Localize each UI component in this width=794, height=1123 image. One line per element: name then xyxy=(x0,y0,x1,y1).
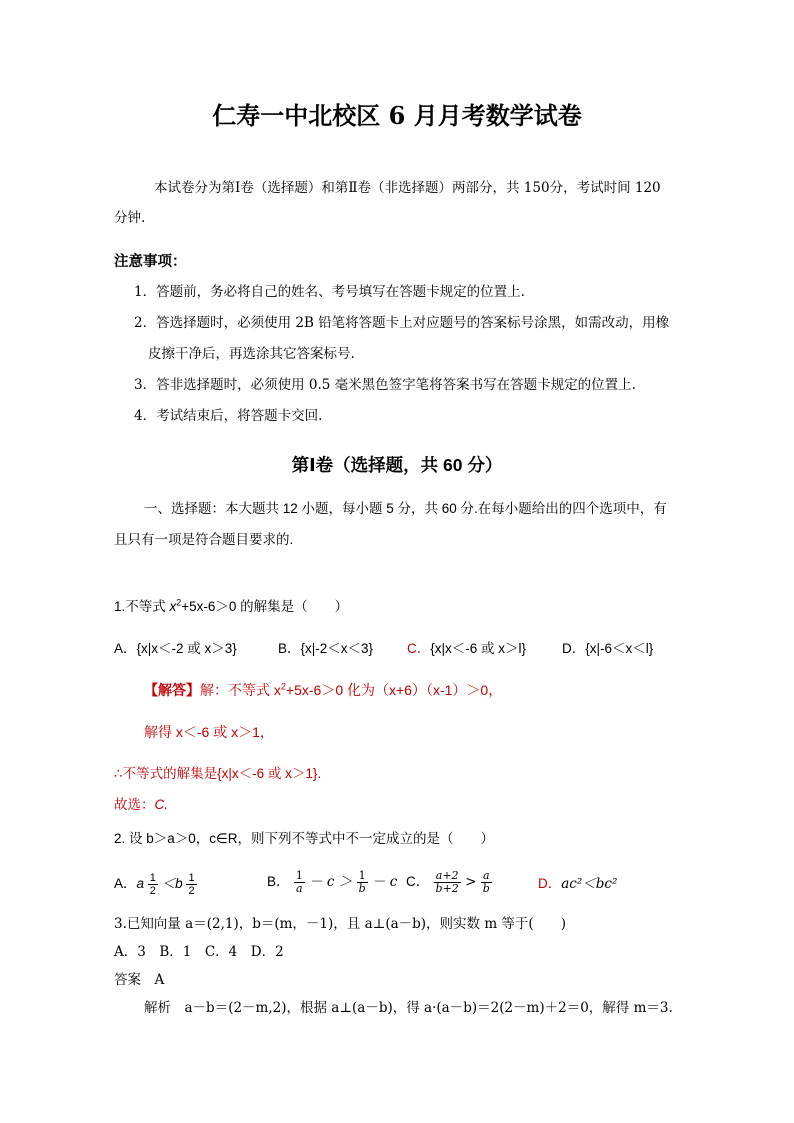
q2-option-a: A．a $\frac{1}{2}$ ＜b $\frac{1}{2}$ xyxy=(114,872,195,897)
q1-option-d: D．{x|-6＜x＜l} xyxy=(562,641,654,656)
q1-stem: 1.不等式 $x^2+5x-6>0$ 的解集是（ ） xyxy=(114,597,349,614)
exam-title: 仁寿一中北校区 6 月月考数学试卷 xyxy=(212,101,582,130)
section-intro-1: 一、选择题：本大题共 12 小题，每小题 5 分，共 60 分.在每小题给出的四个选项中，有 xyxy=(144,501,667,516)
q2-c-frac-2: $\frac{a}{b}$ xyxy=(482,869,490,895)
q1-solve: 解得 x＜-6 或 x＞1， xyxy=(144,724,274,740)
q3-stem: 3.已知向量 a＝(2,1)，b＝(m，－1)，且 a⊥(a－b)，则实数 m 等于( ) xyxy=(114,916,566,932)
q1-option-b: B．{x|-2＜x＜3} xyxy=(278,641,374,656)
q2-option-c: C． $\frac{a+2}{b+2}$ > $\frac{a}{b}$ xyxy=(406,869,490,895)
q2-b-frac-1: $\frac{1}{a}$ xyxy=(295,869,303,895)
note-2b: 皮擦干净后，再选涂其它答案标号. xyxy=(148,346,355,362)
q2-b-frac-2: $\frac{1}{b}$ xyxy=(358,869,366,895)
q1-therefore: ∴不等式的解集是{x|x＜-6 或 x＞1}. xyxy=(114,766,322,781)
q1-option-c: C．{x|x＜-6 或 x＞l} xyxy=(407,641,527,656)
q2-c-frac-1: $\frac{a+2}{b+2}$ xyxy=(435,869,459,895)
intro-line-1: 本试卷分为第Ⅰ卷（选择题）和第Ⅱ卷（非选择题）两部分，共 150分，考试时间 120 xyxy=(154,180,661,196)
note-1: 1．答题前，务必将自己的姓名、考号填写在答题卡规定的位置上. xyxy=(134,284,525,300)
note-4: 4．考试结束后，将答题卡交回. xyxy=(134,408,323,424)
section-title: 第Ⅰ卷（选择题，共 60 分） xyxy=(291,455,503,475)
q3-options: A．3 B．1 C．4 D．2 xyxy=(114,944,284,960)
q3-analysis: 解析 a－b＝(2－m,2)，根据 a⊥(a－b)，得 a·(a－b)＝2(2－m)＋2＝0，解得 m＝3. xyxy=(144,1000,673,1016)
q2-stem: 2. 设 b＞a＞0，c∈R，则下列不等式中不一定成立的是（ ） xyxy=(114,831,495,846)
q2-option-d: D．ac²＜bc² xyxy=(538,876,618,892)
q3-answer: 答案 A xyxy=(114,972,165,988)
q1-choose: 故选：C. xyxy=(114,797,168,812)
q2-a-exponent-2: $\frac{1}{2}$ xyxy=(188,872,195,897)
note-3: 3．答非选择题时，必须使用 0.5 毫米黑色签字笔将答案书写在答题卡规定的位置上. xyxy=(134,377,636,393)
section-intro-2: 且只有一项是符合题目要求的. xyxy=(114,532,294,547)
q1-option-a: A．{x|x＜-2 或 x＞3} xyxy=(114,641,237,656)
note-2a: 2．答选择题时，必须使用 2B 铅笔将答题卡上对应题号的答案标号涂黑，如需改动，用橡 xyxy=(134,315,670,331)
analysis-tag: 【解答】 xyxy=(144,682,200,698)
q2-a-exponent: $\frac{1}{2}$ xyxy=(149,872,156,897)
q1-analysis: 【解答】解：不等式 $x^2+5x-6>0$ 化为（x+6）（x-1）＞0， xyxy=(144,681,503,698)
notes-heading: 注意事项： xyxy=(114,254,187,270)
intro-line-2: 分钟. xyxy=(114,210,146,226)
q2-option-b: B． $\frac{1}{a}$ － c ＞ $\frac{1}{b}$ － c xyxy=(267,869,398,895)
